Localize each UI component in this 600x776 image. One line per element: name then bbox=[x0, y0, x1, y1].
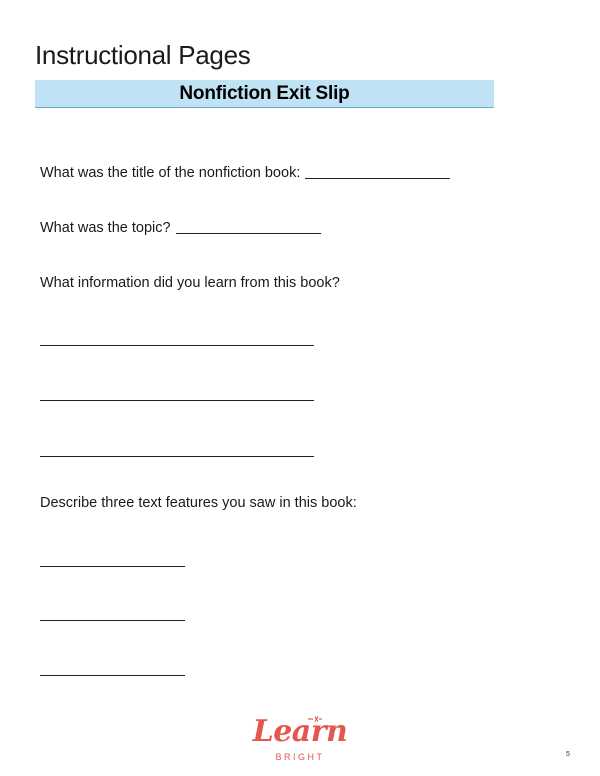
text-feature-answer-line-3[interactable] bbox=[40, 675, 185, 676]
question-topic bbox=[40, 220, 321, 236]
question-information-text: What information did you learn from this book? bbox=[40, 275, 340, 291]
book-title-answer-blank[interactable] bbox=[305, 177, 450, 179]
question-text-features-text: Describe three text features you saw in this book: bbox=[40, 495, 357, 511]
information-answer-line-2[interactable] bbox=[40, 400, 314, 401]
information-answer-line-3[interactable] bbox=[40, 456, 314, 457]
information-answer-line-1[interactable] bbox=[40, 345, 314, 346]
section-heading: Instructional Pages bbox=[35, 40, 251, 70]
question-text-features bbox=[40, 495, 357, 511]
text-feature-answer-line-1[interactable] bbox=[40, 566, 185, 567]
worksheet-title-banner bbox=[35, 80, 494, 108]
question-topic-text: What was the topic? bbox=[40, 220, 171, 236]
question-book-title-text: What was the title of the nonfiction book: bbox=[40, 165, 301, 181]
question-book-title bbox=[40, 165, 450, 181]
page-number: 5 bbox=[566, 751, 570, 758]
worksheet-title: Nonfiction Exit Slip bbox=[179, 82, 350, 104]
logo-wordmark: Learn bbox=[252, 714, 348, 749]
logo-subtext: BRIGHT bbox=[275, 752, 325, 762]
topic-answer-blank[interactable] bbox=[176, 232, 321, 234]
text-feature-answer-line-2[interactable] bbox=[40, 620, 185, 621]
question-information bbox=[40, 275, 340, 291]
learn-bright-logo bbox=[248, 716, 352, 766]
